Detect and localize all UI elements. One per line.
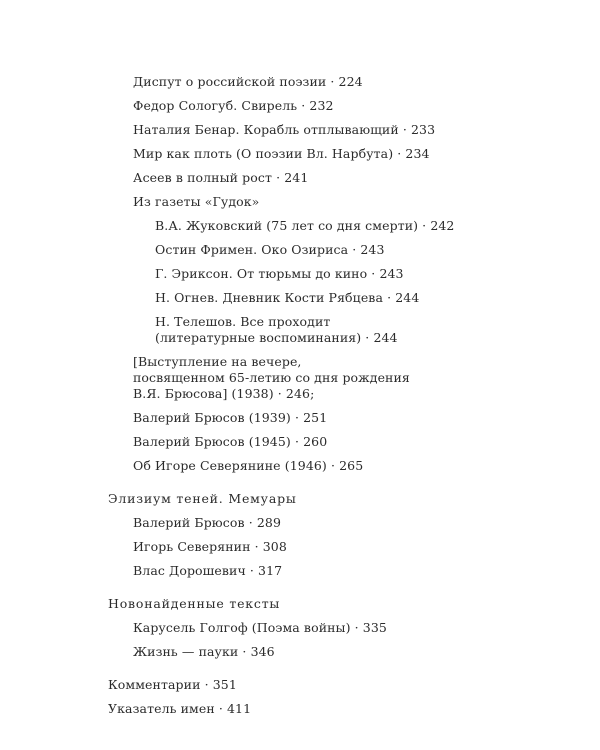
toc-entry-continuation: посвященном 65-летию со дня рождения	[133, 370, 410, 385]
toc-entry: Валерий Брюсов (1939) · 251	[133, 410, 328, 425]
toc-entry: Остин Фримен. Око Озириса · 243	[155, 242, 385, 257]
toc-entry: Н. Огнев. Дневник Кости Рябцева · 244	[155, 290, 420, 305]
toc-entry: Асеев в полный рост · 241	[133, 170, 309, 185]
toc-entry-continuation: (литературные воспоминания) · 244	[155, 330, 398, 345]
toc-section-heading: Элизиум теней. Мемуары	[108, 491, 297, 506]
toc-entry-continuation: В.Я. Брюсова] (1938) · 246;	[133, 386, 315, 401]
toc-entry: Федор Сологуб. Свирель · 232	[133, 98, 334, 113]
toc-entry: Указатель имен · 411	[108, 701, 252, 716]
toc-entry: Карусель Голгоф (Поэма войны) · 335	[133, 620, 387, 635]
toc-entry: Об Игоре Северянине (1946) · 265	[133, 458, 364, 473]
toc-entry: Н. Телешов. Все проходит	[155, 314, 331, 329]
toc-entry: Наталия Бенар. Корабль отплывающий · 233	[133, 122, 436, 137]
toc-entry: Валерий Брюсов (1945) · 260	[133, 434, 328, 449]
toc-entry: Валерий Брюсов · 289	[133, 515, 282, 530]
toc-section-heading: Новонайденные тексты	[108, 596, 281, 611]
toc-entry: [Выступление на вечере,	[133, 354, 302, 369]
toc-subsection-heading: Из газеты «Гудок»	[133, 194, 260, 209]
toc-entry: Игорь Северянин · 308	[133, 539, 287, 554]
toc-entry: Жизнь — пауки · 346	[133, 644, 275, 659]
toc-entry: Комментарии · 351	[108, 677, 237, 692]
toc-entry: В.А. Жуковский (75 лет со дня смерти) · 242	[155, 218, 455, 233]
toc-entry: Влас Дорошевич · 317	[133, 563, 283, 578]
toc-entry: Мир как плоть (О поэзии Вл. Нарбута) · 234	[133, 146, 430, 161]
toc-entry: Диспут о российской поэзии · 224	[133, 74, 363, 89]
toc-entry: Г. Эриксон. От тюрьмы до кино · 243	[155, 266, 404, 281]
